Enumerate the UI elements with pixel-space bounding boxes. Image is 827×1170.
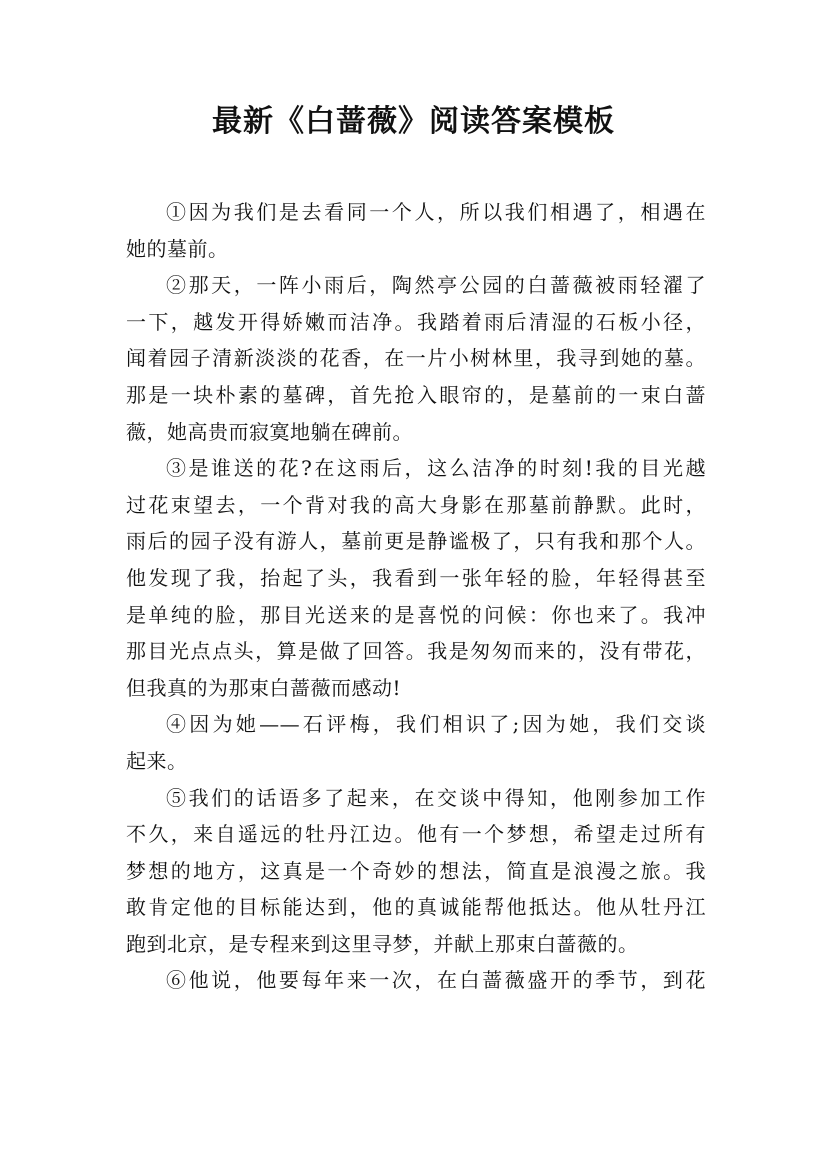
text-line: ⑥他说，他要每年来一次，在白蔷薇盛开的季节，到花 [166,968,706,993]
text-line: ②那天，一阵小雨后，陶然亭公园的白蔷薇被雨轻濯了 [166,273,706,298]
paragraph-1 [126,194,706,267]
text-line: 但我真的为那束白蔷薇而感动! [126,675,402,700]
text-line: 她的墓前。 [126,236,229,261]
paragraph-4 [126,706,706,779]
text-line: ③是谁送的花?在这雨后，这么洁净的时刻!我的目光越 [166,456,706,481]
paragraph-5 [126,780,706,963]
text-line: 一下，越发开得娇嫩而洁净。我踏着雨后清湿的石板小径， [126,309,706,334]
paragraph-3 [126,450,706,706]
text-line: 雨后的园子没有游人，墓前更是静谧极了，只有我和那个人。 [126,529,706,554]
text-line: 敢肯定他的目标能达到，他的真诚能帮他抵达。他从牡丹江 [126,895,706,920]
text-line: 他发现了我，抬起了头，我看到一张年轻的脸，年轻得甚至 [126,565,706,590]
text-line: 是单纯的脸，那目光送来的是喜悦的问候：你也来了。我冲 [126,602,706,627]
text-line: 过花束望去，一个背对我的高大身影在那墓前静默。此时， [126,492,706,517]
text-line: 闻着园子清新淡淡的花香，在一片小树林里，我寻到她的墓。 [126,346,706,371]
text-line: 薇，她高贵而寂寞地躺在碑前。 [126,419,413,444]
text-line: ⑤我们的话语多了起来，在交谈中得知，他刚参加工作 [166,785,706,810]
paragraph-2 [126,267,706,450]
text-line: ①因为我们是去看同一个人，所以我们相遇了，相遇在 [166,200,706,224]
text-line: 跑到北京，是专程来到这里寻梦，并献上那束白蔷薇的。 [126,931,639,956]
text-line: 起来。 [126,748,188,773]
text-line: 不久，来自遥远的牡丹江边。他有一个梦想，希望走过所有 [126,822,706,847]
text-line: 那是一块朴素的墓碑，首先抢入眼帘的，是墓前的一束白蔷 [126,382,706,407]
text-line: 那目光点点头，算是做了回答。我是匆匆而来的，没有带花， [126,639,706,664]
document-body [126,194,706,999]
paragraph-6 [126,962,706,999]
text-line: 梦想的地方，这真是一个奇妙的想法，简直是浪漫之旅。我 [126,858,706,883]
document-title: 最新《白蔷薇》阅读答案模板 [212,104,615,139]
text-line: ④因为她——石评梅，我们相识了;因为她，我们交谈 [166,712,706,737]
